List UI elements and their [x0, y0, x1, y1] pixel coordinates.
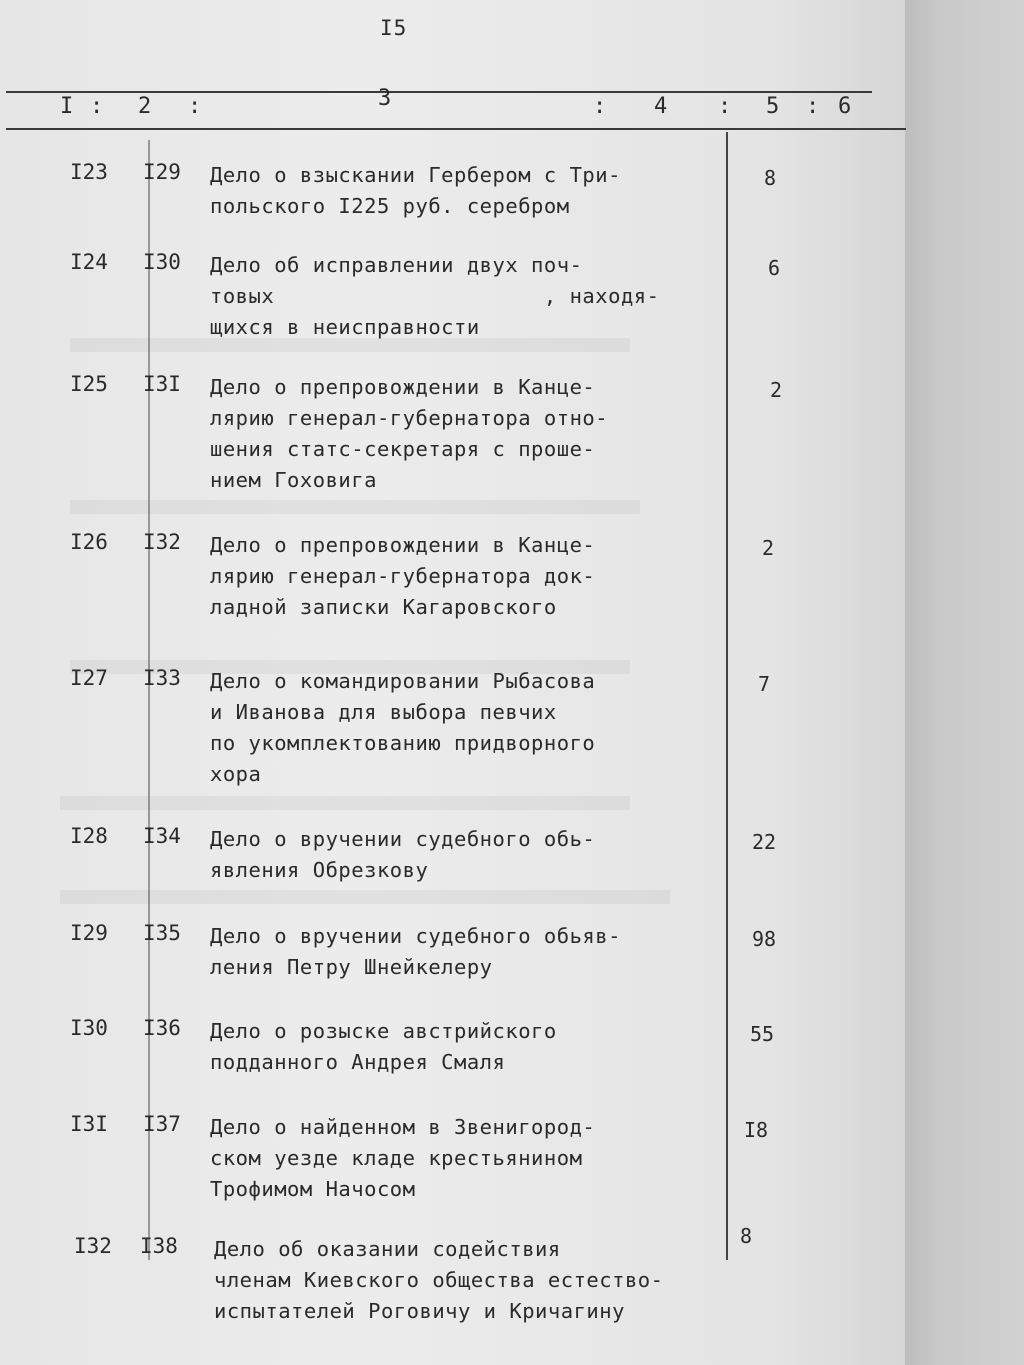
- item-number: I32: [74, 1234, 112, 1258]
- header-col-3: 3: [378, 86, 392, 111]
- file-title-line: Дело о розыске австрийского: [210, 1019, 557, 1043]
- header-sep: :: [806, 94, 820, 119]
- file-title-line: Дело о вручении судебного обь-: [210, 827, 596, 851]
- table-header: [0, 82, 905, 132]
- sheet-count: 22: [752, 830, 777, 854]
- file-title-line: ском уезде кладе крестьянином: [210, 1146, 583, 1170]
- file-title-line: членам Киевского общества естество-: [214, 1268, 664, 1292]
- item-number: I23: [70, 160, 108, 184]
- header-sep: :: [188, 94, 202, 119]
- file-title-line: Дело о препровождении в Канце-: [210, 375, 596, 399]
- file-title-line: товых , находя-: [210, 284, 660, 308]
- sheet-count: 8: [740, 1224, 753, 1248]
- file-number: I35: [143, 921, 181, 945]
- file-title: [210, 666, 680, 790]
- background-strip: [905, 0, 1024, 1365]
- file-title-line: явления Обрезкову: [210, 858, 429, 882]
- file-title: [210, 1016, 680, 1078]
- file-title: [210, 160, 680, 222]
- file-number: I36: [143, 1016, 181, 1040]
- file-number: I29: [143, 160, 181, 184]
- header-rule-top: [6, 91, 872, 93]
- file-title-line: Трофимом Начосом: [210, 1177, 416, 1201]
- file-number: I32: [143, 530, 181, 554]
- header-col-6: 6: [838, 94, 852, 119]
- file-title: [210, 1112, 680, 1205]
- file-title-line: Дело об оказании содействия: [214, 1237, 561, 1261]
- sheet-count: 2: [770, 378, 783, 402]
- file-title-line: Дело о препровождении в Канце-: [210, 533, 596, 557]
- file-number: I30: [143, 250, 181, 274]
- item-number: I3I: [70, 1112, 108, 1136]
- file-title: [210, 372, 680, 496]
- item-number: I28: [70, 824, 108, 848]
- item-number: I26: [70, 530, 108, 554]
- file-title-line: Дело о командировании Рыбасова: [210, 669, 596, 693]
- item-number: I27: [70, 666, 108, 690]
- file-title: [214, 1234, 694, 1327]
- sheet-count: 98: [752, 927, 777, 951]
- file-title-line: нием Гоховига: [210, 468, 377, 492]
- file-number: I33: [143, 666, 181, 690]
- header-col-4: 4: [654, 94, 668, 119]
- header-sep: :: [593, 94, 607, 119]
- sheet-count: 7: [758, 672, 771, 696]
- file-title-line: шения статс-секретаря с проше-: [210, 437, 596, 461]
- page-number: I5: [380, 16, 408, 40]
- file-title-line: лярию генерал-губернатора отно-: [210, 406, 609, 430]
- file-number: I37: [143, 1112, 181, 1136]
- file-title-line: испытателей Роговичу и Кричагину: [214, 1299, 625, 1323]
- item-number: I25: [70, 372, 108, 396]
- file-title-line: ления Петру Шнейкелеру: [210, 955, 493, 979]
- header-col-1: I: [60, 94, 74, 119]
- sheet-count: 55: [750, 1022, 775, 1046]
- file-title-line: лярию генерал-губернатора док-: [210, 564, 596, 588]
- file-number: I3I: [143, 372, 181, 396]
- file-title: [210, 824, 680, 886]
- column-divider: [148, 140, 150, 1260]
- file-number: I34: [143, 824, 181, 848]
- file-title-line: хора: [210, 762, 262, 786]
- sheet-count: 6: [768, 256, 781, 280]
- item-number: I24: [70, 250, 108, 274]
- file-title: [210, 250, 680, 343]
- header-col-2: 2: [138, 94, 152, 119]
- file-title-line: подданного Андрея Смаля: [210, 1050, 506, 1074]
- file-title-line: Дело о найденном в Звенигород-: [210, 1115, 596, 1139]
- file-title: [210, 921, 680, 983]
- column-divider: [726, 132, 728, 1260]
- sheet-count: I8: [744, 1118, 769, 1142]
- file-title-line: по укомплектованию придворного: [210, 731, 596, 755]
- sheet-count: 8: [764, 166, 777, 190]
- header-sep: :: [718, 94, 732, 119]
- file-title-line: ладной записки Кагаровского: [210, 595, 557, 619]
- item-number: I29: [70, 921, 108, 945]
- item-number: I30: [70, 1016, 108, 1040]
- sheet-count: 2: [762, 536, 775, 560]
- header-rule-bottom: [6, 128, 906, 130]
- file-title: [210, 530, 680, 623]
- file-title-line: польского I225 руб. серебром: [210, 194, 570, 218]
- header-sep: :: [90, 94, 104, 119]
- file-title-line: Дело об исправлении двух поч-: [210, 253, 583, 277]
- file-title-line: и Иванова для выбора певчих: [210, 700, 557, 724]
- header-col-5: 5: [766, 94, 780, 119]
- file-title-line: щихся в неисправности: [210, 315, 480, 339]
- file-number: I38: [140, 1234, 178, 1258]
- file-title-line: Дело о вручении судебного обьяв-: [210, 924, 621, 948]
- file-title-line: Дело о взыскании Гербером с Три-: [210, 163, 621, 187]
